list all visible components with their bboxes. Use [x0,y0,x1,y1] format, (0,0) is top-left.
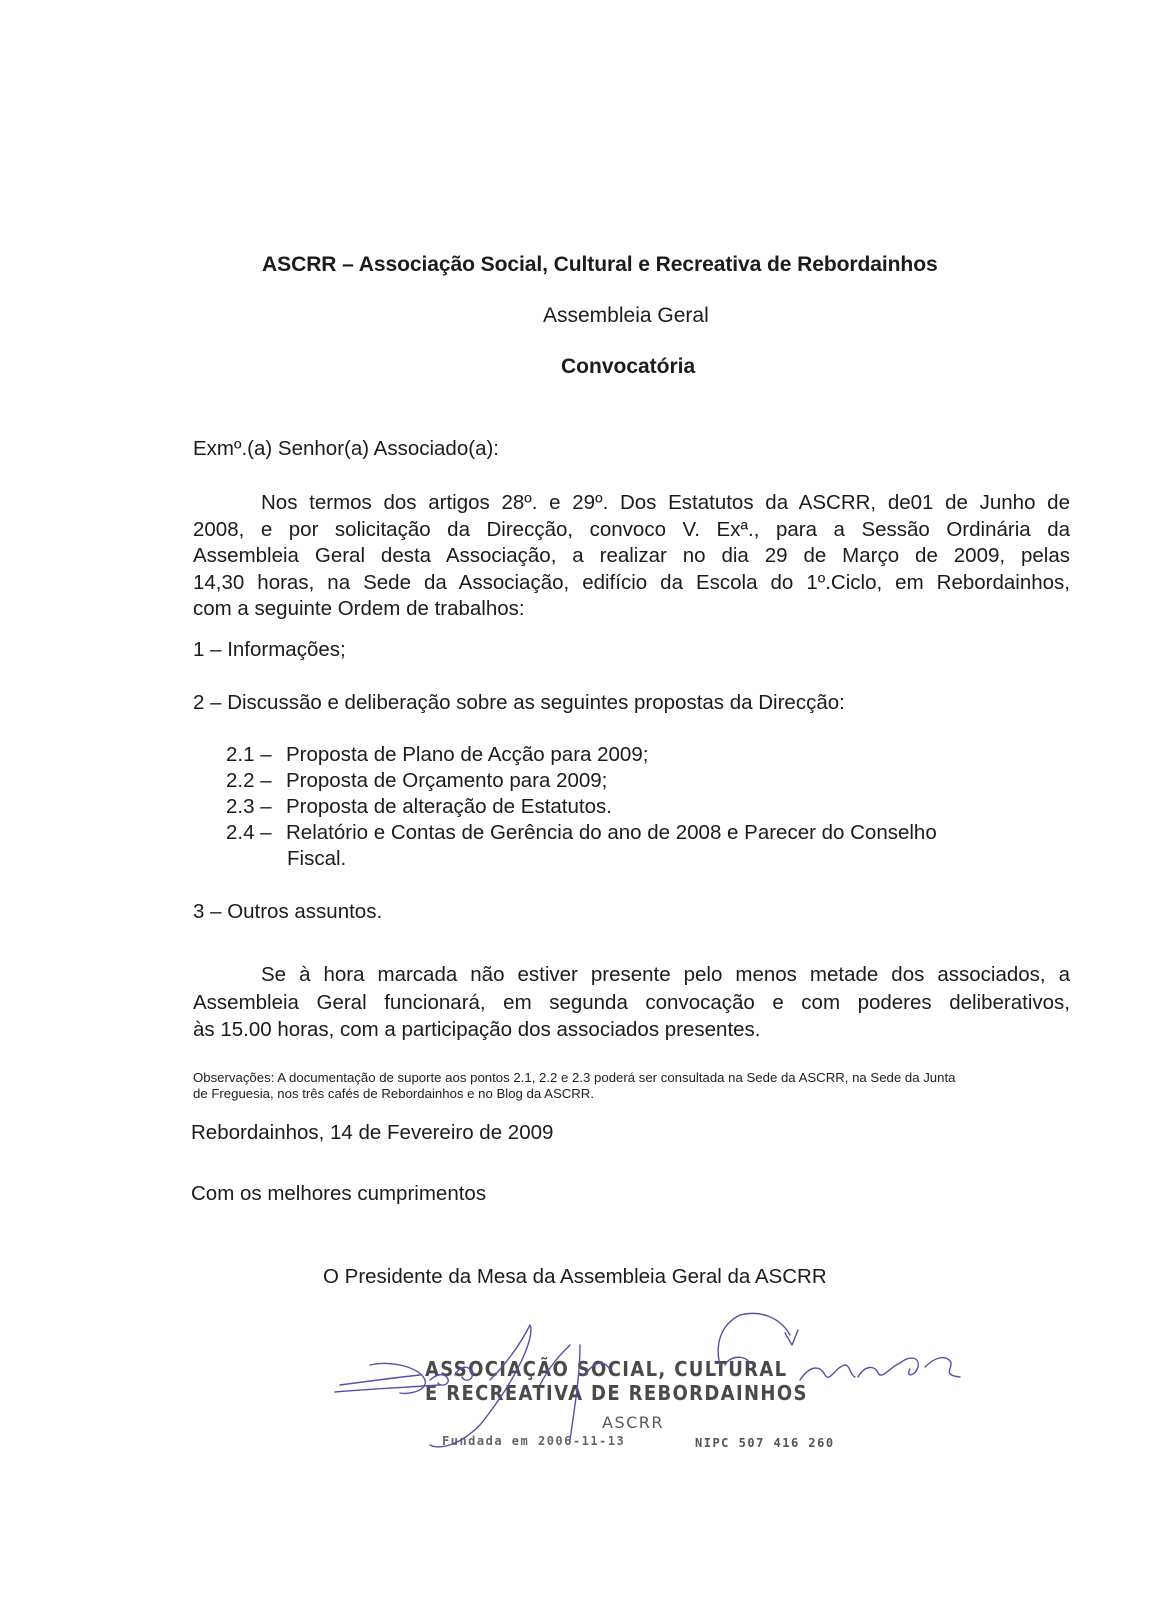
intro-line: Assembleia Geral desta Associação, a realizar no dia 29 de Março de 2009, pelas [193,544,1070,567]
stamp-line-2: E RECREATIVA DE REBORDAINHOS [425,1381,808,1405]
subitem-number: 2.1 – [226,743,272,766]
closing-greeting: Com os melhores cumprimentos [191,1182,487,1205]
second-call-line: às 15.00 horas, com a participação dos associados presentes. [193,1018,761,1041]
second-call-line: Assembleia Geral funcionará, em segunda convocação e com poderes deliberativos, [193,990,1070,1014]
agenda-subitem [226,820,937,846]
agenda-subitem [226,768,607,794]
subitem-text: Proposta de Plano de Acção para 2009; [286,743,649,766]
salutation: Exmº.(a) Senhor(a) Associado(a): [193,437,499,460]
subitem-number: 2.4 – [226,821,272,844]
stamp-line-1: ASSOCIAÇÃO SOCIAL, CULTURAL [425,1357,788,1381]
subitem-text: Proposta de Orçamento para 2009; [286,769,608,792]
observations-line: de Freguesia, nos três cafés de Rebordainhos e no Blog da ASCRR. [193,1086,594,1101]
intro-line: 2008, e por solicitação da Direcção, convoco V. Exª., para a Sessão Ordinária da [193,517,1070,541]
agenda-item-3: 3 – Outros assuntos. [193,900,383,923]
signatory-title: O Presidente da Mesa da Assembleia Geral da ASCRR [323,1265,827,1288]
second-call-paragraph [193,961,1070,1044]
intro-line: Nos termos dos artigos 28º. e 29º. Dos Estatutos da ASCRR, de01 de Junho de [261,491,1070,514]
place-date: Rebordainhos, 14 de Fevereiro de 2009 [191,1121,554,1144]
subitem-number: 2.2 – [226,769,272,792]
stamp-founded-date: Fundada em 2006-11-13 [442,1434,626,1448]
convocation-heading: Convocatória [561,355,696,378]
observations-note [193,1070,1073,1102]
agenda-item-2: 2 – Discussão e deliberação sobre as seguintes propostas da Direcção: [193,691,845,714]
subitem-text: Proposta de alteração de Estatutos. [286,795,612,818]
stamp-nipc: NIPC 507 416 260 [695,1436,835,1450]
agenda-item-1: 1 – Informações; [193,638,346,661]
intro-paragraph [193,490,1070,623]
agenda-subitem [226,742,648,768]
second-call-line: Se à hora marcada não estiver presente pelo menos metade dos associados, a [261,963,1070,986]
organization-title: ASCRR – Associação Social, Cultural e Recreativa de Rebordainhos [262,252,938,276]
stamp-abbreviation: ASCRR [602,1413,665,1432]
intro-line: com a seguinte Ordem de trabalhos: [193,597,525,620]
observations-line: Observações: A documentação de suporte aos pontos 2.1, 2.2 e 2.3 poderá ser consultada na Sede da ASCRR, na Sede da Junta [193,1070,956,1085]
subitem-number: 2.3 – [226,795,272,818]
agenda-subitem-continuation: Fiscal. [287,847,347,870]
subitem-text: Relatório e Contas de Gerência do ano de 2008 e Parecer do Conselho [286,821,937,844]
intro-line: 14,30 horas, na Sede da Associação, edifício da Escola do 1º.Ciclo, em Rebordainhos, [193,570,1070,594]
organization-stamp [425,1357,808,1405]
assembly-subtitle: Assembleia Geral [543,304,709,327]
agenda-subitem [226,794,612,820]
